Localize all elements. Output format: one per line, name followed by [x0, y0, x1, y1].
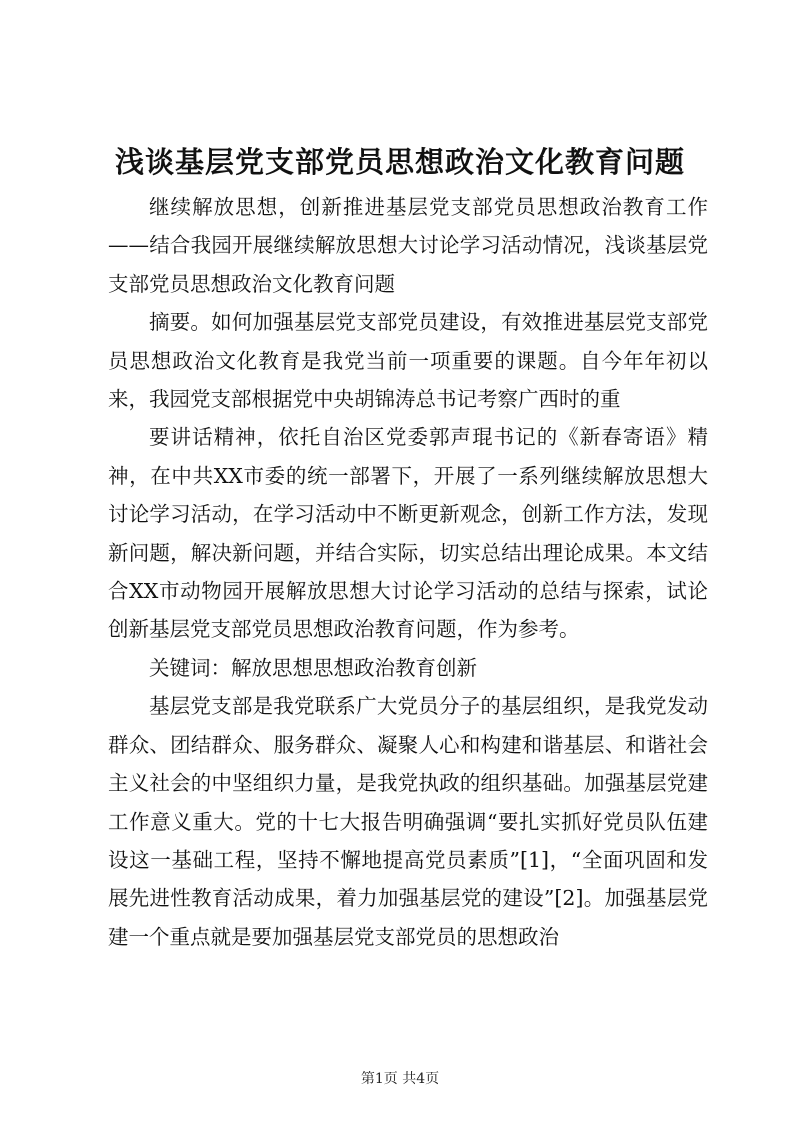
- document-title: 浅谈基层党支部党员思想政治文化教育问题: [114, 145, 685, 179]
- document-body: [108, 188, 708, 956]
- page-number-footer: 第1页 共4页: [360, 1071, 440, 1087]
- paragraph-abstract: 摘要。如何加强基层党支部党员建设，有效推进基层党支部党员思想政治文化教育是我党当前一项重要的课题。自今年年初以来，我园党支部根据党中央胡锦涛总书记考察广西时的重: [108, 310, 708, 412]
- paragraph-keywords: 关键词：解放思想思想政治教育创新: [149, 655, 477, 680]
- paragraph-abstract-continued: 要讲话精神，依托自治区党委郭声琨书记的《新春寄语》精神，在中共XX市委的统一部署下，开展了一系列继续解放思想大讨论学习活动，在学习活动中不断更新观念，创新工作方法，发现新问题，解决新问题，并结合实际，切实总结出理论成果。本文结合XX市动物园开展解放思想大讨论学习活动的总结与探索，试论创新基层党支部党员思想政治教育问题，作为参考。: [108, 425, 708, 642]
- paragraph-intro: 继续解放思想，创新推进基层党支部党员思想政治教育工作——结合我园开展继续解放思想大讨论学习活动情况，浅谈基层党支部党员思想政治文化教育问题: [108, 195, 708, 296]
- paragraph-main: 基层党支部是我党联系广大党员分子的基层组织，是我党发动群众、团结群众、服务群众、凝聚人心和构建和谐基层、和谐社会主义社会的中坚组织力量，是我党执政的组织基础。加强基层党建工作意义重大。党的十七大报告明确强调“要扎实抓好党员队伍建设这一基础工程，坚持不懈地提高党员素质”[1]，“全面巩固和发展先进性教育活动成果，着力加强基层党的建设”[2]。加强基层党建一个重点就是要加强基层党支部党员的思想政治: [108, 694, 708, 949]
